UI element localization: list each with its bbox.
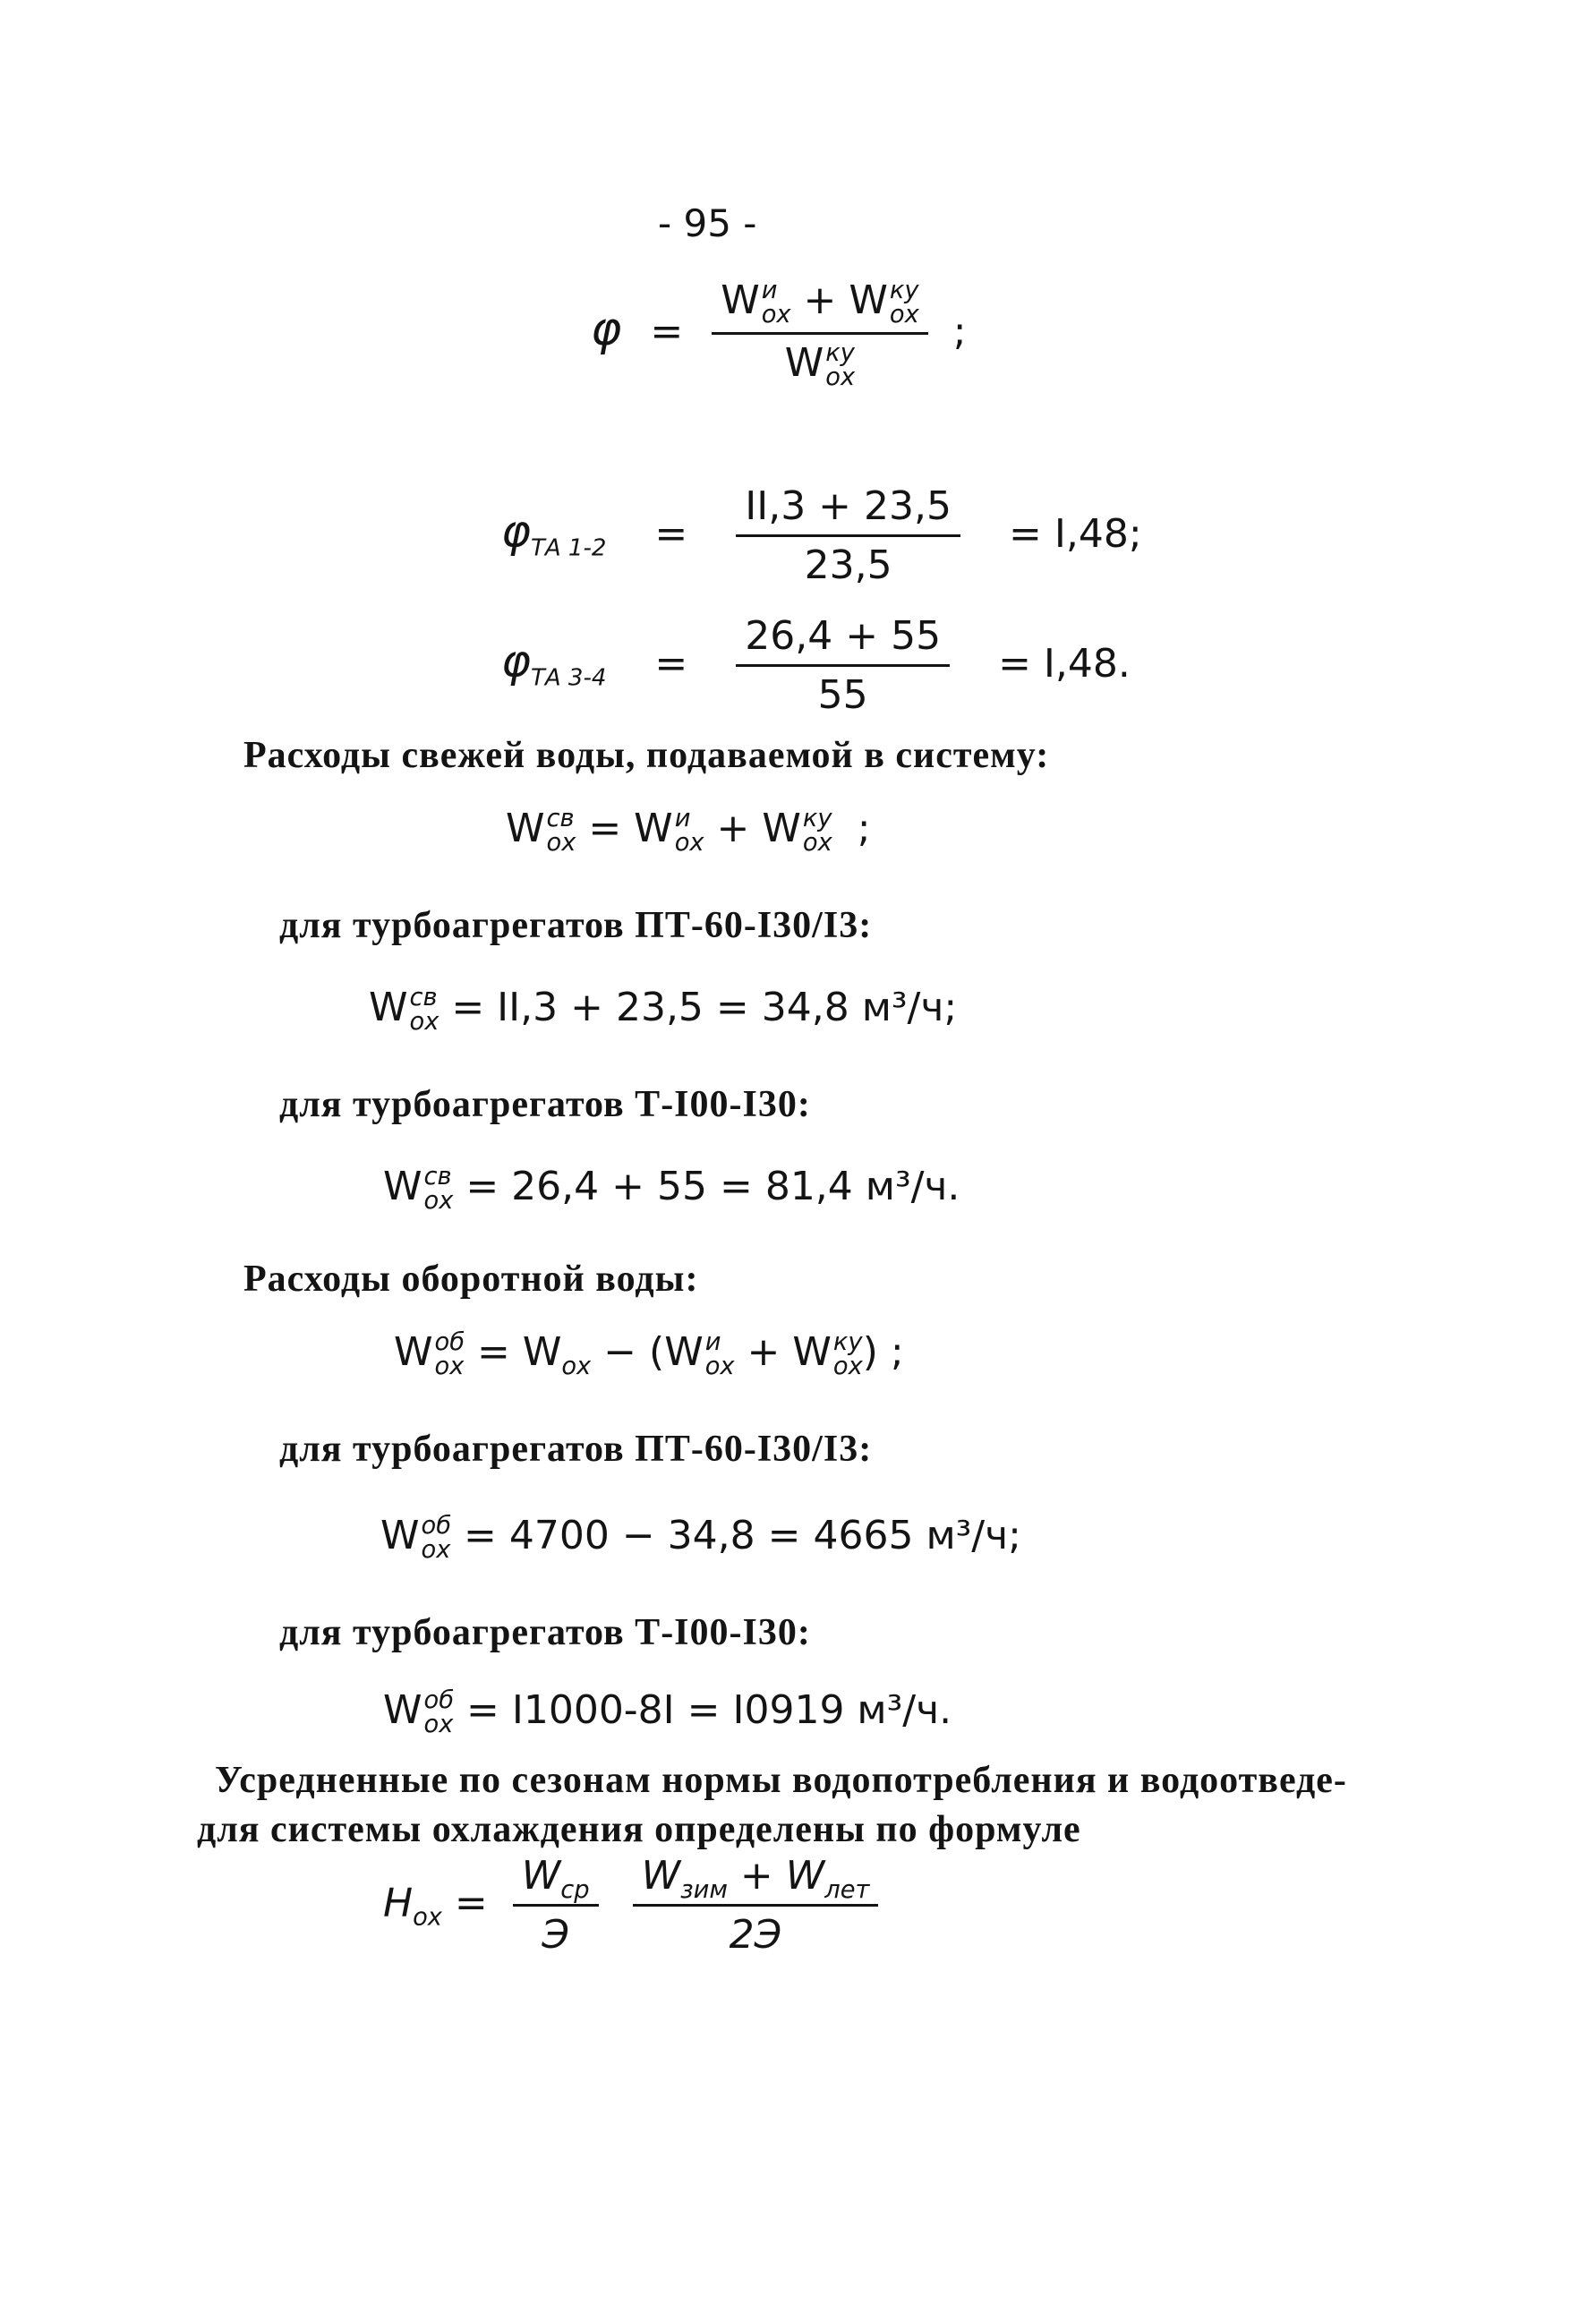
phi-ta34-subscript: ТА 3-4 — [530, 664, 607, 692]
phi-ta12-numerator: II,3 + 23,5 — [736, 483, 960, 537]
text-fresh-water: Расходы свежей воды, подаваемой в систему: — [243, 735, 1050, 776]
phi-ta12-fraction — [736, 483, 960, 588]
calc-fresh-t100: W св ох = 26,4 + 55 = 81,4 м³/ч. — [383, 1162, 960, 1215]
calc-circ-pt60: W об ох = 4700 − 34,8 = 4665 м³/ч; — [380, 1511, 1021, 1564]
formula-phi-ta12: $\varphi_{ТА 1-2}$ = $\frac{II,3 + 23,5}{23,5}$ = I,48; — [501, 483, 1142, 588]
formula-circ: W об ох = $W_{ох} - (W$ и ох + W ку ох ) ; — [394, 1327, 904, 1380]
formula-phi: φ = W и ох + W ку ох W ку ох ; — [591, 276, 967, 392]
text-pt60-circ: для турбоагрегатов ПТ-60-I30/I3: — [279, 1429, 873, 1470]
phi-ta12-result: = I,48; — [1009, 510, 1142, 557]
text-t100-circ: для турбоагрегатов Т-I00-I30: — [279, 1612, 811, 1653]
text-circ-water: Расходы оборотной воды: — [243, 1259, 699, 1300]
formula-phi-fraction: W и ох + W ку ох W ку ох — [712, 277, 928, 390]
calc-fresh-pt60: W св ох = II,3 + 23,5 = 34,8 м³/ч; — [369, 983, 958, 1036]
formula-h: $H_{ох}$ = $\frac{W_{ср}}{Э}$ $\frac{W_{зим} + W_{лет}}{2Э}$ — [383, 1853, 878, 1958]
phi-ta34-fraction — [736, 613, 950, 718]
text-pt60-fresh: для турбоагрегатов ПТ-60-I30/I3: — [279, 905, 873, 946]
formula-fresh: W св ох = W и ох + W ку ох ; — [506, 804, 871, 857]
phi-ta12-denominator: 23,5 — [804, 542, 892, 588]
page-number: - 95 - — [658, 201, 757, 245]
phi-ta34-denominator: 55 — [817, 672, 868, 718]
calc-circ-t100: W об ох = I1000-8I = I0919 м³/ч. — [383, 1686, 952, 1738]
text-avg-line1: Усредненные по сезонам нормы водопотребления и водоотведе- — [215, 1760, 1347, 1801]
formula-phi-ta34: $\varphi_{ТА 3-4}$ = $\frac{26,4 + 55}{55}$ = I,48. — [501, 613, 1131, 718]
text-t100-fresh: для турбоагрегатов Т-I00-I30: — [279, 1084, 811, 1125]
text-avg-line2: для системы охлаждения определены по формуле — [197, 1809, 1081, 1850]
formula-h-frac2: $\frac{W_{зим} + W_{лет}}{2Э}$ — [633, 1853, 879, 1958]
phi-ta12-subscript: ТА 1-2 — [530, 534, 607, 562]
phi-ta34-result: = I,48. — [998, 640, 1131, 687]
phi-ta34-numerator: 26,4 + 55 — [736, 613, 950, 667]
formula-h-frac1: $\frac{W_{ср}}{Э}$ — [513, 1853, 599, 1958]
